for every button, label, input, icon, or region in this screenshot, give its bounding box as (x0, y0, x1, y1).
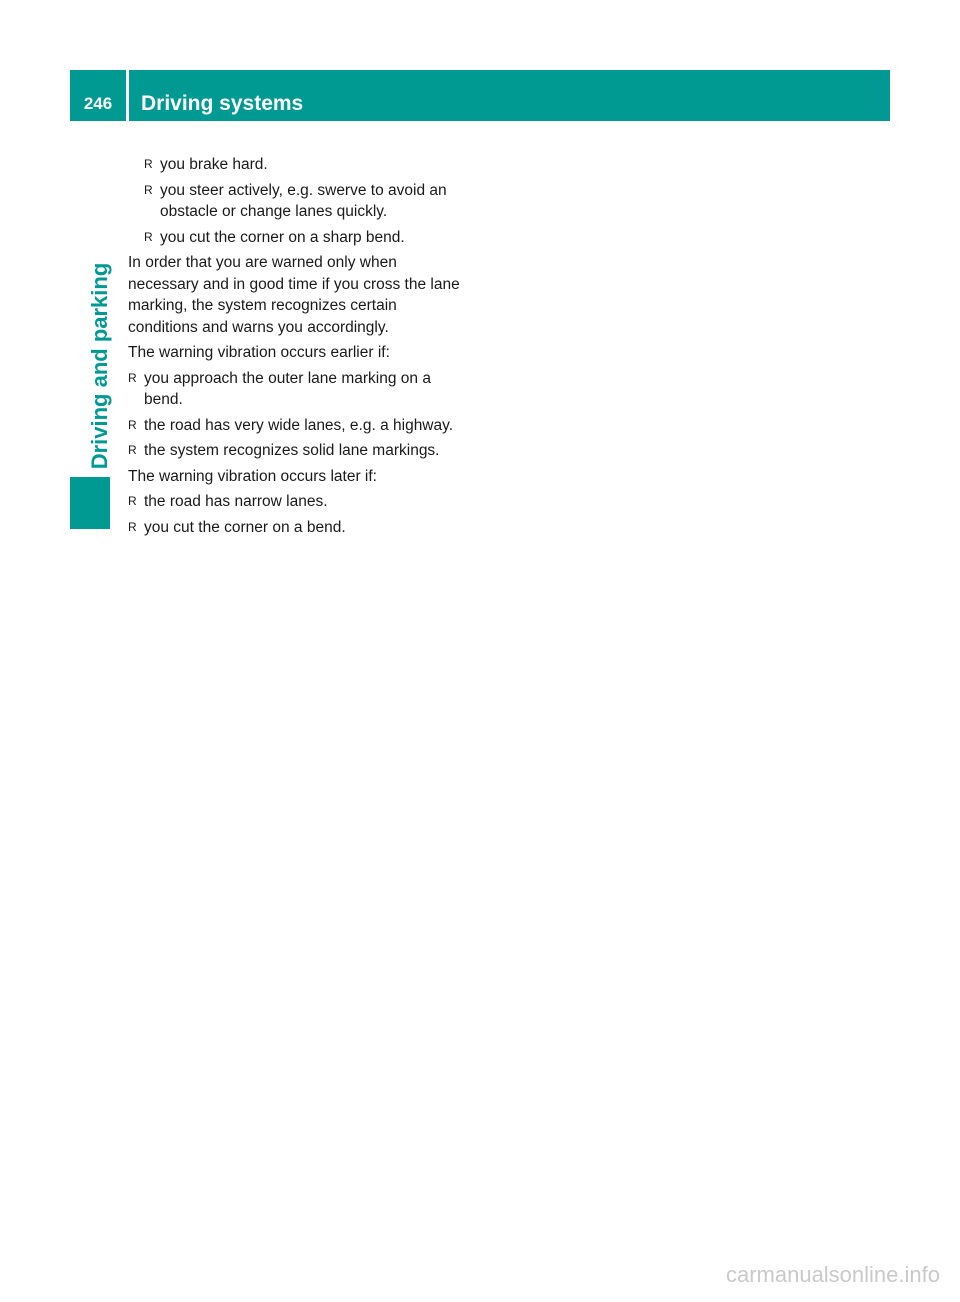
intro-bullet-list (144, 154, 468, 248)
list-item: R you steer actively, e.g. swerve to avoid an obstacle or change lanes quickly. (144, 181, 447, 220)
earlier-heading: The warning vibration occurs earlier if: (128, 344, 390, 361)
side-tab-label: Driving and parking (87, 262, 112, 470)
list-item: R the road has very wide lanes, e.g. a highway. (128, 415, 468, 437)
bullet-icon: R (144, 182, 153, 197)
list-item: R the system recognizes solid lane markings. (128, 440, 468, 462)
list-item: R the road has narrow lanes. (128, 491, 468, 513)
bullet-icon: R (128, 370, 137, 385)
list-item: R you cut the corner on a sharp bend. (144, 227, 468, 249)
bullet-icon: R (128, 417, 137, 432)
side-tab-marker (70, 477, 110, 529)
paragraph: In order that you are warned only when necessary and in good time if you cross the lane marking, the system recognizes certain conditions and warns you accordingly. (128, 254, 460, 336)
earlier-bullet-list (128, 368, 468, 462)
list-item: R you brake hard. (144, 154, 468, 176)
bullet-icon: R (144, 229, 153, 244)
later-heading: The warning vibration occurs later if: (128, 467, 377, 485)
main-content (128, 154, 468, 542)
watermark: carmanualsonline.info (725, 1262, 940, 1287)
page-number: 246 (83, 94, 113, 113)
bullet-icon: R (128, 443, 137, 457)
bullet-icon: R (128, 494, 137, 508)
header-divider (126, 70, 129, 121)
bullet-icon: R (128, 519, 137, 534)
bullet-icon: R (144, 157, 153, 171)
later-bullet-list (128, 491, 468, 538)
list-item: R you approach the outer lane marking on a bend. (128, 369, 431, 408)
list-item: R you cut the corner on a bend. (128, 517, 468, 539)
section-title: Driving systems (141, 92, 304, 115)
